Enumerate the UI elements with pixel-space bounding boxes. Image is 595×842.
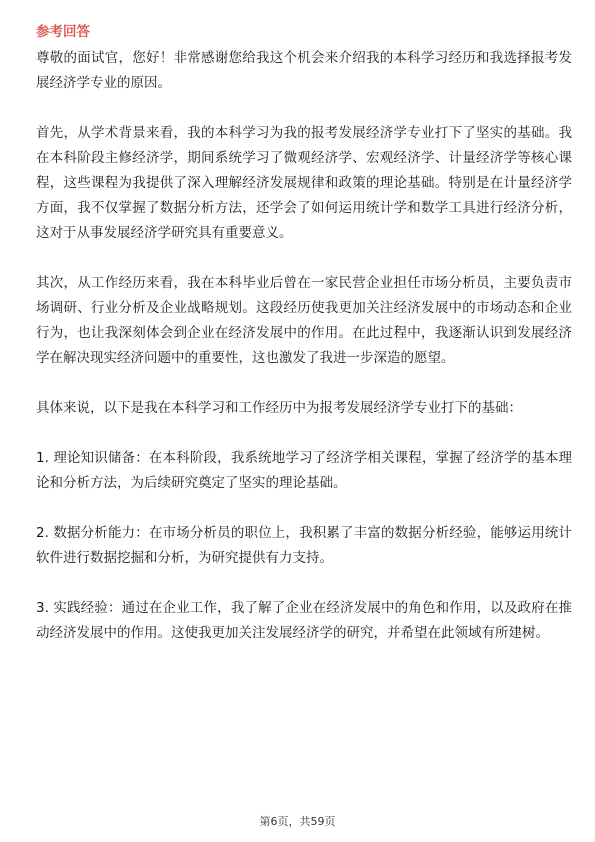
paragraph-work-experience: 其次，从工作经历来看，我在本科毕业后曾在一家民营企业担任市场分析员，主要负责市场调研、行业分析及企业战略规划。这段经历使我更加关注经济发展中的市场动态和企业行为，也让我深刻体会到企业在经济发展中的作用。在此过程中，我逐渐认识到发展经济学在解决现实经济问题中的重要性，这也激发了我进一步深造的愿望。 (36, 275, 572, 366)
paragraph-spacer (36, 96, 572, 121)
paragraph-spacer (36, 371, 572, 396)
page-number: 第6页，共59页 (259, 815, 336, 828)
paragraph-spacer (36, 496, 572, 521)
list-item-theory: 1. 理论知识储备：在本科阶段，我系统地学习了经济学相关课程，掌握了经济学的基本理论和分析方法，为后续研究奠定了坚实的理论基础。 (36, 450, 572, 491)
list-item-data-analysis: 2. 数据分析能力：在市场分析员的职位上，我积累了丰富的数据分析经验，能够运用统计软件进行数据挖掘和分析，为研究提供有力支持。 (36, 525, 572, 566)
paragraph-spacer (36, 246, 572, 271)
paragraph-summary-intro: 具体来说，以下是我在本科学习和工作经历中为报考发展经济学专业打下的基础： (36, 400, 522, 416)
paragraph-greeting: 尊敬的面试官，您好！非常感谢您给我这个机会来介绍我的本科学习经历和我选择报考发展经济学专业的原因。 (36, 50, 572, 91)
paragraph-spacer (36, 571, 572, 596)
paragraph-spacer (36, 421, 572, 446)
list-item-practice: 3. 实践经验：通过在企业工作，我了解了企业在经济发展中的角色和作用，以及政府在推动经济发展中的作用。这使我更加关注发展经济学的研究，并希望在此领域有所建树。 (36, 600, 572, 641)
document-body (36, 22, 572, 646)
section-heading: 参考回答 (36, 24, 90, 40)
paragraph-academic-background: 首先，从学术背景来看，我的本科学习为我的报考发展经济学专业打下了坚实的基础。我在本科阶段主修经济学，期间系统学习了微观经济学、宏观经济学、计量经济学等核心课程，这些课程为我提供了深入理解经济发展规律和政策的理论基础。特别是在计量经济学方面，我不仅掌握了数据分析方法，还学会了如何运用统计学和数学工具进行经济分析，这对于从事发展经济学研究具有重要意义。 (36, 125, 572, 241)
